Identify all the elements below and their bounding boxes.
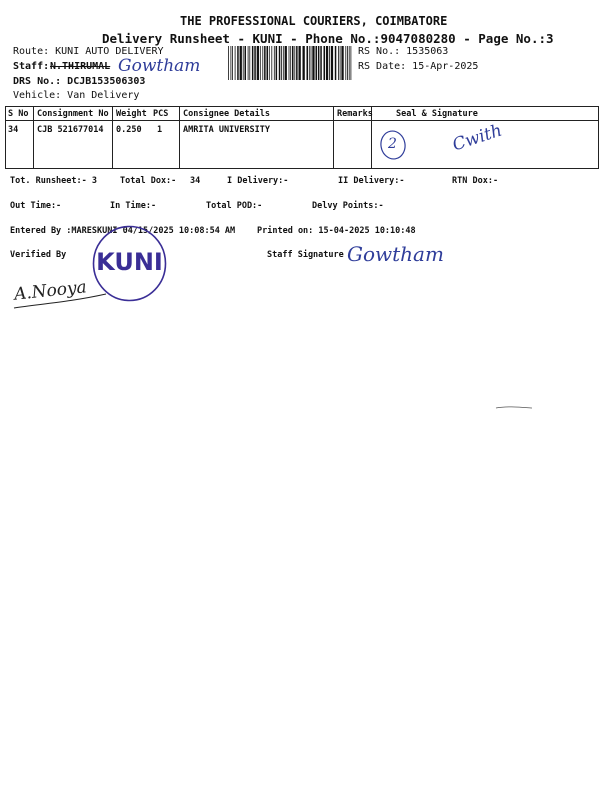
table-col-border: [333, 106, 334, 168]
barcode-bar: [235, 46, 236, 80]
cell-consignee: AMRITA UNIVERSITY: [183, 125, 270, 135]
cell-sno: 34: [8, 125, 19, 135]
barcode-bar: [312, 46, 314, 80]
rs-date: RS Date: 15-Apr-2025: [358, 61, 479, 72]
barcode-bar: [276, 46, 278, 80]
barcode-bar: [316, 46, 318, 80]
table-col-border: [112, 106, 113, 168]
col-header-weight: Weight: [116, 109, 147, 119]
barcode-bar: [237, 46, 239, 80]
vehicle-line: Vehicle: Van Delivery: [13, 90, 140, 101]
cell-consignment: CJB 521677014: [37, 125, 104, 135]
table-top-border: [5, 106, 599, 107]
col-header-seal: Seal & Signature: [396, 109, 478, 119]
barcode-bar: [232, 46, 233, 80]
col-header-consignment: Consignment No: [37, 109, 109, 119]
barcode-bar: [294, 46, 295, 80]
barcode-bar: [329, 46, 330, 80]
delvy-points: Delvy Points:-: [312, 201, 384, 211]
barcode-bar: [349, 46, 350, 80]
table-col-border: [598, 106, 599, 168]
barcode-bar: [318, 46, 320, 80]
barcode-bar: [299, 46, 301, 80]
barcode-bar: [303, 46, 305, 80]
stray-pen-mark: [494, 404, 534, 412]
col-header-remarks: Remarks: [337, 109, 373, 119]
barcode-bar: [290, 46, 291, 80]
barcode-bar: [279, 46, 281, 80]
barcode-bar: [335, 46, 337, 80]
total-pod: Total POD:-: [206, 201, 263, 211]
col-header-sno: S No: [8, 109, 29, 119]
drs-number: DRS No.: DCJB153506303: [13, 76, 146, 87]
barcode-bar: [285, 46, 287, 80]
barcode-bar: [271, 46, 272, 80]
tot-runsheet: Tot. Runsheet:- 3: [10, 176, 97, 186]
barcode-bar: [345, 46, 346, 80]
barcode-bar: [320, 46, 322, 80]
company-title: THE PROFESSIONAL COURIERS, COIMBATORE: [180, 14, 448, 28]
in-time: In Time:-: [110, 201, 157, 211]
barcode-bar: [283, 46, 284, 80]
cell-weight: 0.250: [116, 125, 142, 135]
cell-pcs: 1: [157, 125, 163, 135]
kuni-stamp: [91, 225, 168, 302]
verified-by-label: Verified By: [10, 250, 67, 260]
handwritten-seal-note: Cwith: [450, 120, 505, 156]
barcode-bar: [249, 46, 250, 80]
barcode-bar: [269, 46, 270, 80]
barcode-bar: [331, 46, 333, 80]
barcode-bar: [267, 46, 269, 80]
staff-label: Staff:: [13, 61, 50, 72]
staff-name: N.THIRUMAL: [50, 61, 111, 72]
barcode-bar: [228, 46, 229, 80]
barcode-bar: [307, 46, 309, 80]
table-col-border: [179, 106, 180, 168]
barcode-bar: [260, 46, 261, 80]
stamp-text: KUNI: [96, 248, 163, 276]
staff-signature-label: Staff Signature: [267, 250, 344, 260]
rtn-dox: RTN Dox:-: [452, 176, 499, 186]
barcode-bar: [296, 46, 298, 80]
rs-number: RS No.: 1535063: [358, 46, 449, 57]
out-time: Out Time:-: [10, 201, 62, 211]
barcode-bar: [252, 46, 254, 80]
barcode-bar: [257, 46, 259, 80]
table-col-border: [5, 106, 6, 168]
barcode-bar: [340, 46, 341, 80]
barcode-bar: [309, 46, 310, 80]
barcode-bar: [341, 46, 343, 80]
barcode-bar: [281, 46, 282, 80]
barcode-bar: [243, 46, 244, 80]
col-header-consignee: Consignee Details: [183, 109, 270, 119]
table-col-border: [33, 106, 34, 168]
barcode-bar: [245, 46, 247, 80]
i-delivery: I Delivery:-: [227, 176, 289, 186]
barcode-image: [227, 46, 352, 80]
barcode-bar: [289, 46, 290, 80]
barcode-bar: [311, 46, 312, 80]
total-dox-value: 34: [190, 176, 201, 186]
barcode-bar: [231, 46, 232, 80]
barcode-bar: [292, 46, 294, 80]
barcode-bar: [240, 46, 242, 80]
total-dox-label: Total Dox:-: [120, 176, 177, 186]
barcode-bar: [264, 46, 266, 80]
barcode-bar: [351, 46, 352, 80]
route-line: Route: KUNI AUTO DELIVERY: [13, 46, 164, 57]
entered-by: Entered By :MARESKUNI 04/15/2025 10:08:54 AM: [10, 226, 236, 236]
barcode-bar: [274, 46, 275, 80]
barcode-bar: [338, 46, 339, 80]
barcode-bar: [324, 46, 326, 80]
barcode-bar: [262, 46, 263, 80]
table-bottom-border: [5, 168, 599, 169]
col-header-pcs: PCS: [153, 109, 169, 119]
barcode-bar: [254, 46, 256, 80]
verifier-signature: A.Nooya: [13, 277, 88, 305]
barcode-bar: [347, 46, 348, 80]
barcode-bar: [248, 46, 249, 80]
handwritten-staff-name: Gowtham: [118, 56, 201, 76]
handwritten-seal-number: 2: [388, 136, 397, 152]
handwritten-staff-signature: Gowtham: [347, 242, 444, 266]
ii-delivery: II Delivery:-: [338, 176, 405, 186]
table-header-border: [5, 120, 599, 121]
printed-on: Printed on: 15-04-2025 10:10:48: [257, 226, 416, 236]
runsheet-subtitle: Delivery Runsheet - KUNI - Phone No.:9047080280 - Page No.:3: [102, 31, 554, 46]
barcode-bar: [326, 46, 328, 80]
